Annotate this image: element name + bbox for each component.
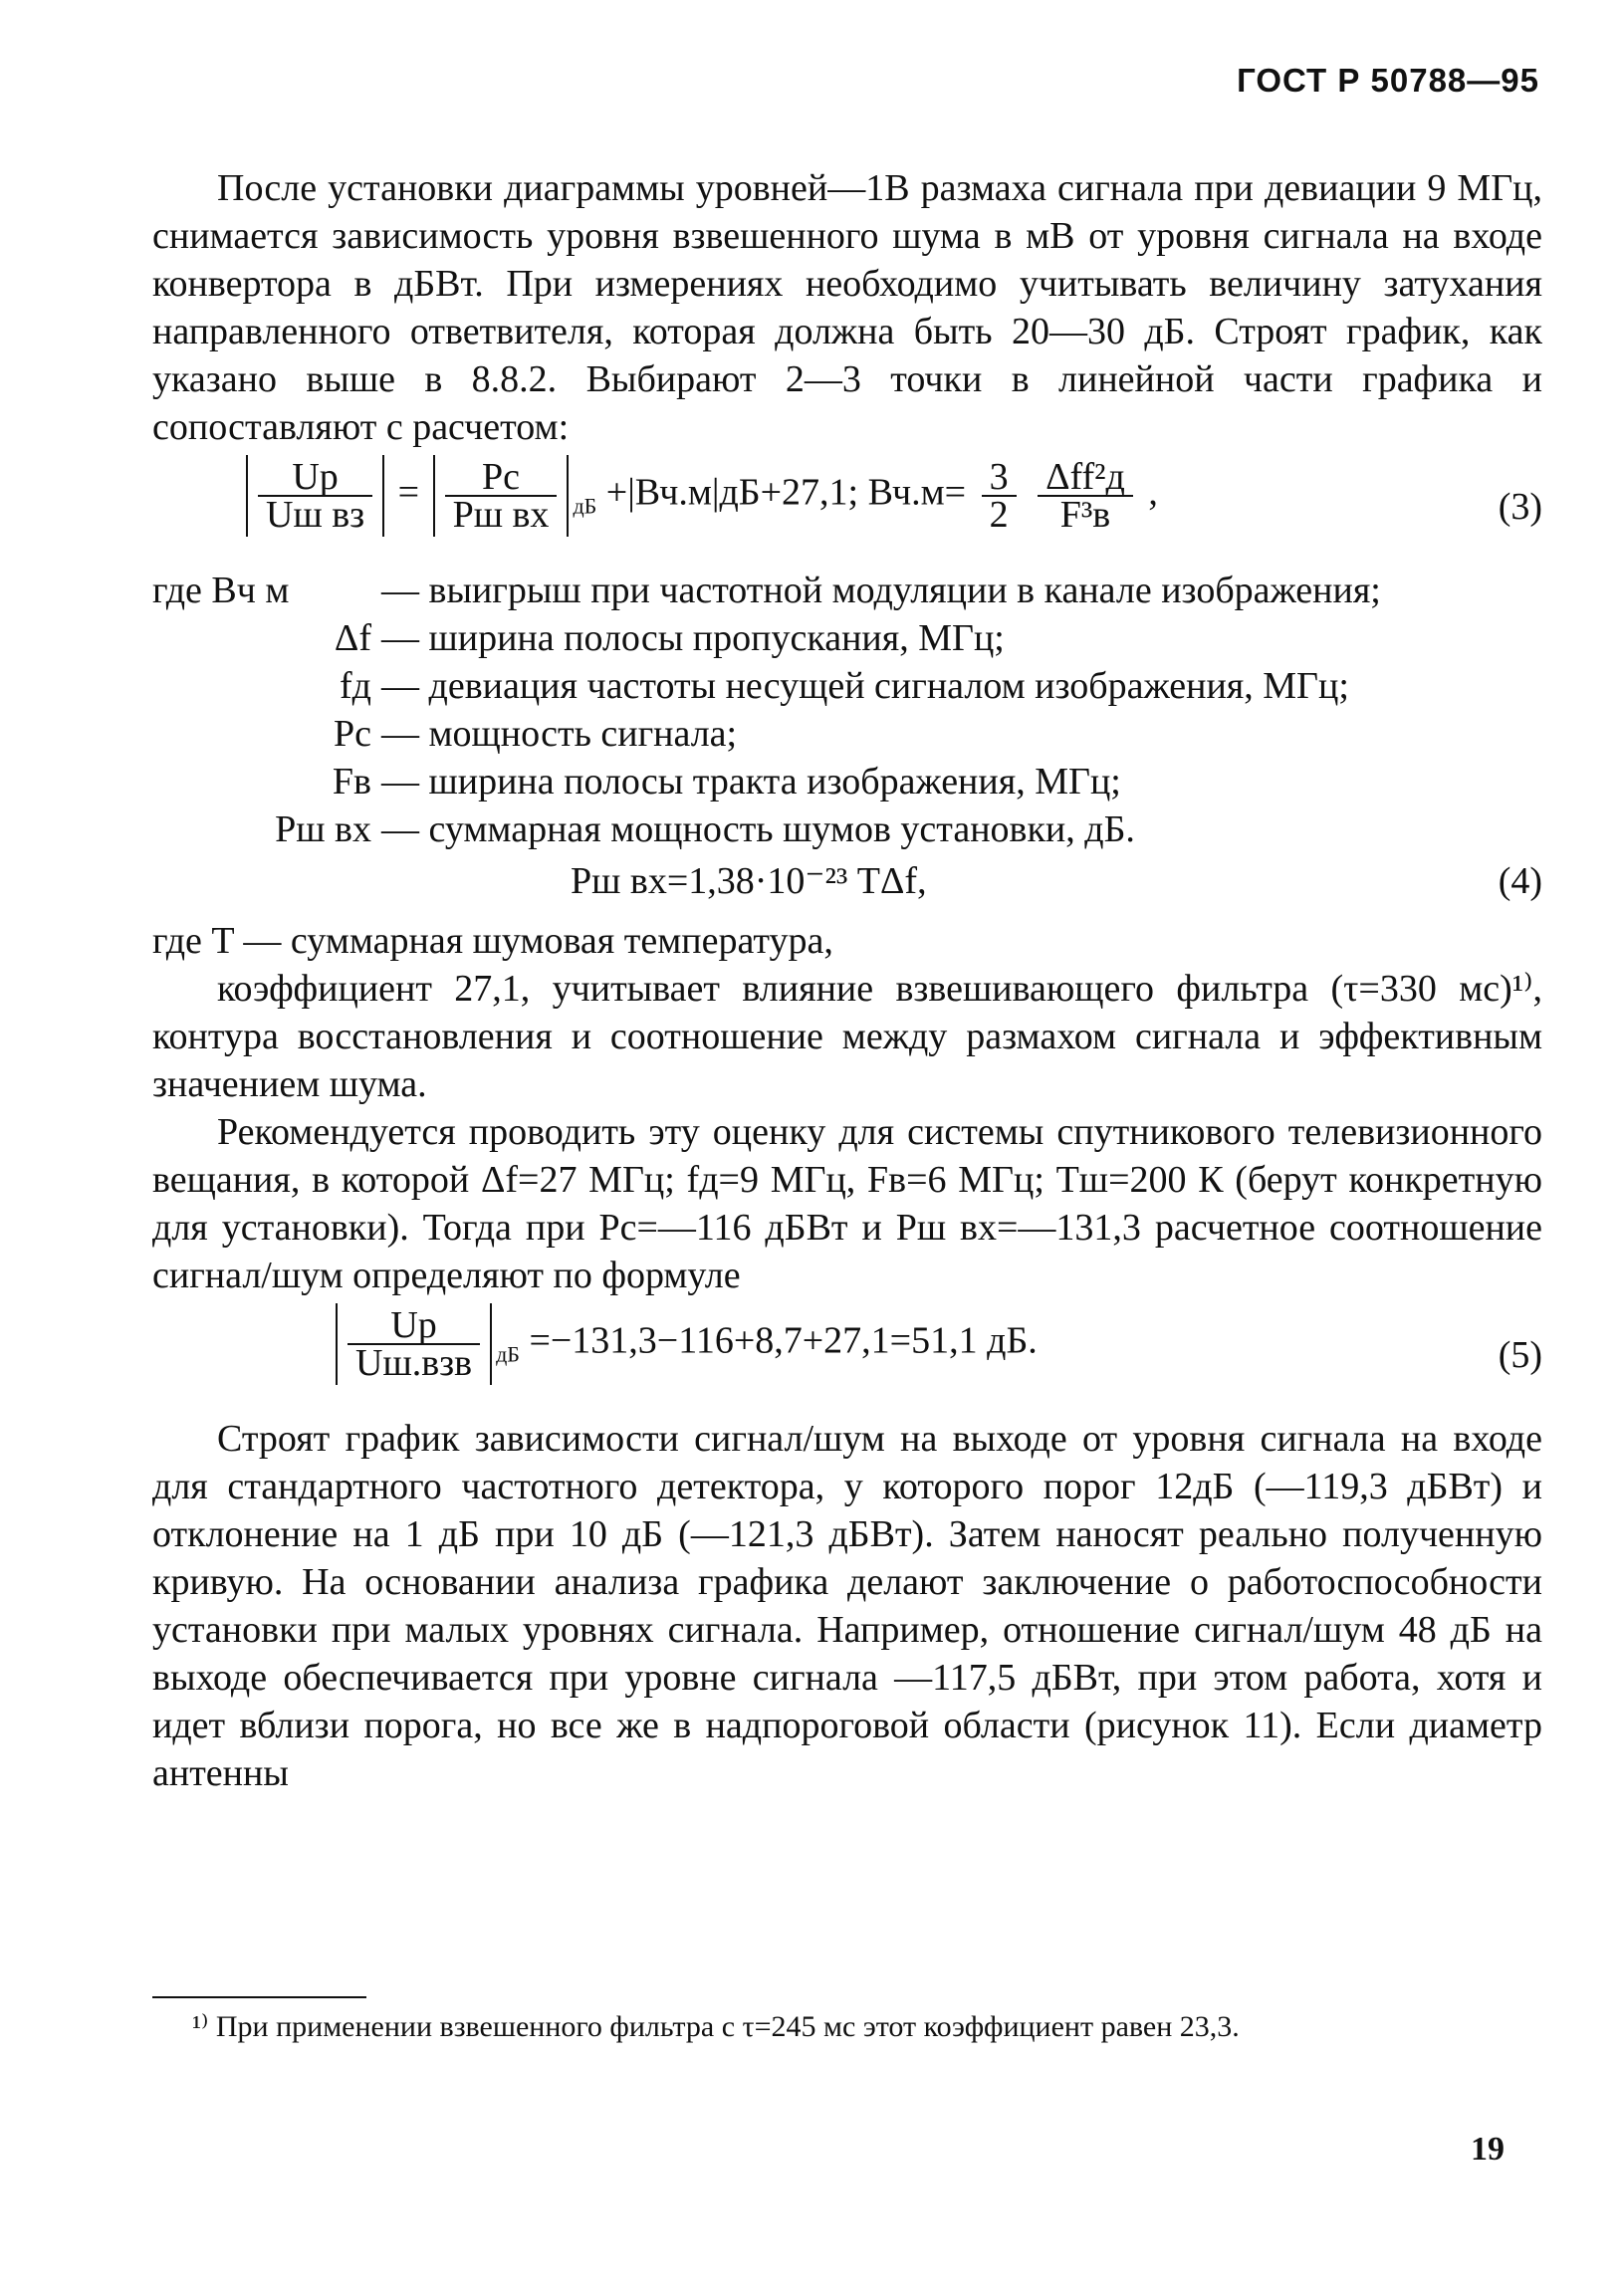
formula-5-body: $\frac{Uр}{\text{Uш.взв}}$ $_{дБ}$ =−131,3−116+8,7+27,1=51,1 дБ. — [332, 1303, 1038, 1385]
paragraph-recommendation: Рекомендуется проводить эту оценку для системы спутникового телевизионного вещания, в которой Δf=27 МГц; fд=9 МГц, Fв=6 МГц; Tш=200 К (берут конкретную для установки). Тогда при Pс=—116 дБВт и Pш вх=—131,3 расчетное соотношение сигнал/шум определяют по формуле — [152, 1111, 1542, 1296]
definitions-list — [152, 567, 1542, 853]
body-text — [152, 164, 1542, 1797]
formula-5-number: (5) — [1498, 1334, 1542, 1376]
definition-item: где Bч м — выигрыш при частотной модуляции в канале изображения; — [152, 570, 1381, 611]
fraction-three-halves: $\frac{3}{2}$ — [982, 459, 1017, 533]
definition-item: fд — девиация частоты несущей сигналом изображения, МГц; — [340, 665, 1349, 707]
document-header: ГОСТ Р 50788—95 — [1237, 62, 1539, 99]
formula-3 — [152, 455, 1542, 563]
definition-item: Δf — ширина полосы пропускания, МГц; — [334, 617, 1005, 659]
definition-item: Pс — мощность сигнала; — [334, 713, 738, 755]
formula-3-body: $\frac{Uр}{\text{Uш вз}}$ = $\frac{Pс}{\text{Pш вх}}$ $_{дБ}$ +|Вч.м|дБ+27,1; Вч.м= $\frac{3}{2}$ $\frac{\text{Δff²д}}{\text{F³в}}$ , — [242, 455, 1158, 537]
paragraph-intro: После установки диаграммы уровней—1В размаха сигнала при девиации 9 МГц, снимается зависимость уровня взвешенного шума в мВ от уровня сигнала на входе конвертора в дБВт. При измерениях необходимо учитывать величину затухания направленного ответвителя, которая должна быть 20—30 дБ. Строят график, как указано выше в 8.8.2. Выбирают 2—3 точки в линейной части графика и сопоставляют с расчетом: — [152, 167, 1542, 448]
fraction-u-ratio-5: $\frac{Uр}{\text{Uш.взв}}$ — [348, 1307, 480, 1381]
fraction-p-ratio: $\frac{Pс}{\text{Pш вх}}$ — [445, 459, 558, 533]
formula-4 — [152, 857, 1542, 913]
definition-item: Pш вх — суммарная мощность шумов установки, дБ. — [275, 808, 1135, 850]
formula-4-number: (4) — [1498, 860, 1542, 902]
page-number: 19 — [1471, 2131, 1505, 2168]
formula-5 — [152, 1303, 1542, 1411]
formula-3-number: (3) — [1498, 486, 1542, 528]
fraction-u-ratio: $\frac{Uр}{\text{Uш вз}}$ — [258, 459, 372, 533]
paragraph-graph: Строят график зависимости сигнал/шум на выходе от уровня сигнала на входе для стандартного частотного детектора, у которого порог 12дБ (—119,3 дБВт) и отклонение на 1 дБ при 10 дБ (—121,3 дБВт). Затем наносят реально полученную кривую. На основании анализа графика делают заключение о работоспособности установки при малых уровнях сигнала. Например, отношение сигнал/шум 48 дБ на выходе обеспечивается при уровне сигнала —117,5 дБВт, при этом работа, хотя и идет вблизи порога, но все же в надпороговой области (рисунок 11). Если диаметр антенны — [152, 1418, 1542, 1794]
fraction-bandwidth: $\frac{\text{Δff²д}}{\text{F³в}}$ — [1038, 459, 1133, 533]
definition-item: Fв — ширина полосы тракта изображения, МГц; — [332, 761, 1121, 802]
paragraph-temperature: где T — суммарная шумовая температура, — [152, 920, 833, 962]
formula-3-rest: +|Вч.м|дБ+27,1; Вч.м= — [605, 471, 967, 514]
footnote-divider — [152, 1996, 366, 1998]
footnote: ¹⁾ При применении взвешенного фильтра с τ=245 мс этот коэффициент равен 23,3. — [192, 2010, 1240, 2043]
paragraph-coefficient: коэффициент 27,1, учитывает влияние взвешивающего фильтра (τ=330 мс)¹⁾, контура восстановления и соотношение между размахом сигнала и эффективным значением шума. — [152, 968, 1542, 1105]
formula-4-body: Pш вх=1,38·10⁻²³ TΔf, — [571, 860, 927, 902]
